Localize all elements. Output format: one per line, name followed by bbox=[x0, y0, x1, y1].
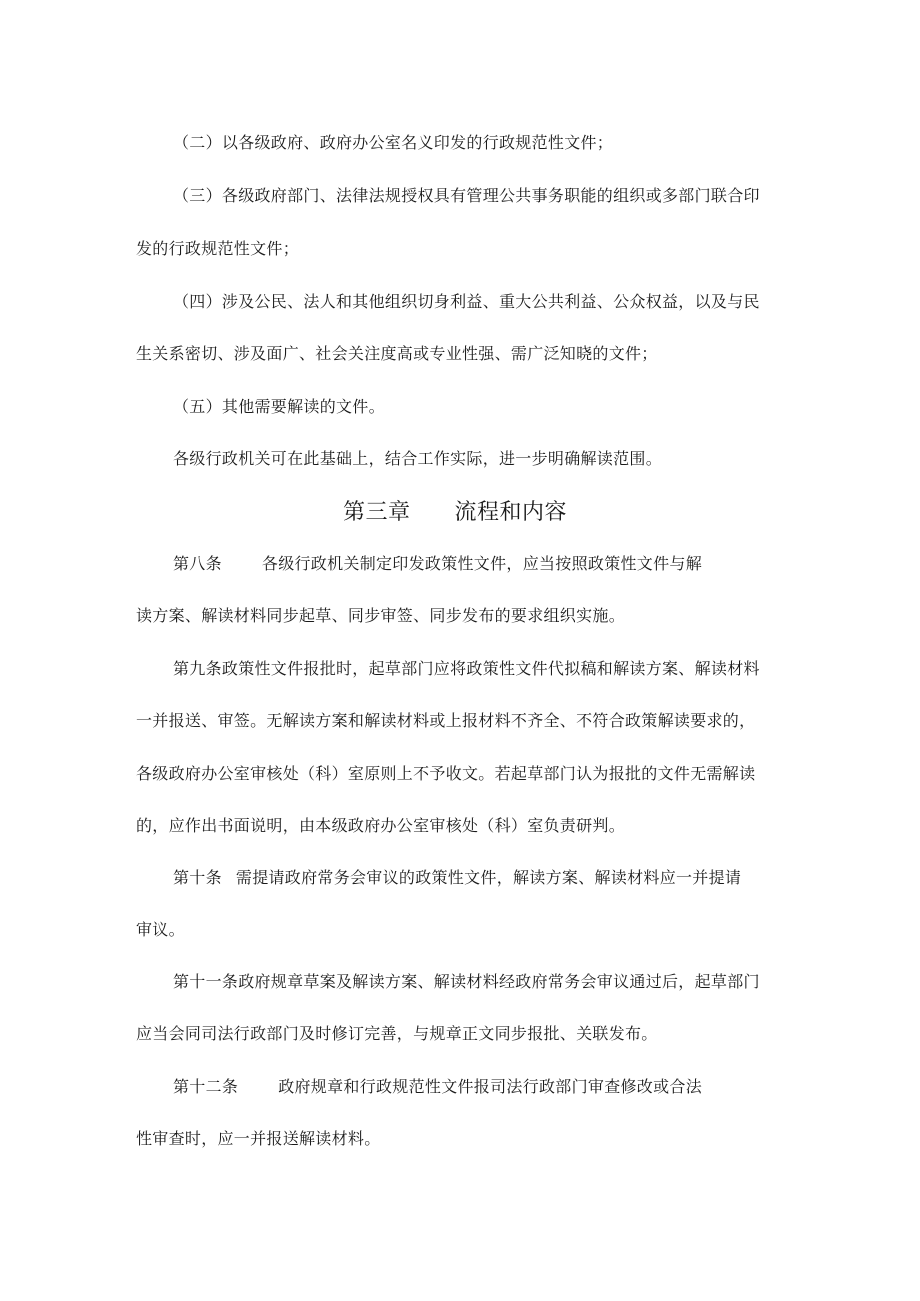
article-12-line-1 bbox=[173, 1077, 702, 1097]
chapter-number: 第三章 bbox=[343, 500, 411, 525]
article-12-line-2: 性审查时，应一并报送解读材料。 bbox=[136, 1129, 381, 1148]
article-8-text: 各级行政机关制定印发政策性文件，应当按照政策性文件与解 bbox=[261, 554, 703, 573]
article-8-label: 第八条 bbox=[173, 554, 222, 573]
item-3-line-1: （三）各级政府部门、法律法规授权具有管理公共事务职能的组织或多部门联合印 bbox=[173, 186, 760, 205]
article-9-line-1: 第九条政策性文件报批时，起草部门应将政策性文件代拟稿和解读方案、解读材料 bbox=[173, 659, 760, 678]
article-9-line-2: 一并报送、审签。无解读方案和解读材料或上报材料不齐全、不符合政策解读要求的， bbox=[136, 711, 756, 730]
article-10-line-2: 审议。 bbox=[136, 920, 185, 939]
article-10-line-1 bbox=[173, 868, 741, 888]
article-8-line-1 bbox=[173, 554, 702, 574]
item-4-line-2: 生关系密切、涉及面广、社会关注度高或专业性强、需广泛知晓的文件； bbox=[136, 344, 658, 363]
article-11-line-2: 应当会同司法行政部门及时修订完善，与规章正文同步报批、关联发布。 bbox=[136, 1024, 658, 1043]
scope-note: 各级行政机关可在此基础上，结合工作实际，进一步明确解读范围。 bbox=[173, 449, 663, 468]
item-4-line-1: （四）涉及公民、法人和其他组织切身利益、重大公共利益、公众权益，以及与民 bbox=[173, 292, 760, 311]
article-9-line-4: 的，应作出书面说明，由本级政府办公室审核处（科）室负责研判。 bbox=[136, 816, 626, 835]
article-9-line-3: 各级政府办公室审核处（科）室原则上不予收文。若起草部门认为报批的文件无需解读 bbox=[136, 764, 756, 783]
article-12-label: 第十二条 bbox=[173, 1077, 239, 1096]
article-10-label: 第十条 bbox=[173, 868, 222, 887]
chapter-heading bbox=[343, 499, 567, 527]
item-3-line-2: 发的行政规范性文件； bbox=[136, 239, 300, 258]
article-11-line-1: 第十一条政府规章草案及解读方案、解读材料经政府常务会审议通过后，起草部门 bbox=[173, 972, 760, 991]
article-8-line-2: 读方案、解读材料同步起草、同步审签、同步发布的要求组织实施。 bbox=[136, 606, 626, 625]
article-10-text: 需提请政府常务会审议的政策性文件，解读方案、解读材料应一并提请 bbox=[235, 868, 742, 887]
item-5: （五）其他需要解读的文件。 bbox=[173, 397, 385, 416]
article-12-text: 政府规章和行政规范性文件报司法行政部门审查修改或合法 bbox=[278, 1077, 703, 1096]
chapter-title: 流程和内容 bbox=[454, 500, 568, 525]
item-2: （二）以各级政府、政府办公室名义印发的行政规范性文件； bbox=[173, 133, 614, 152]
